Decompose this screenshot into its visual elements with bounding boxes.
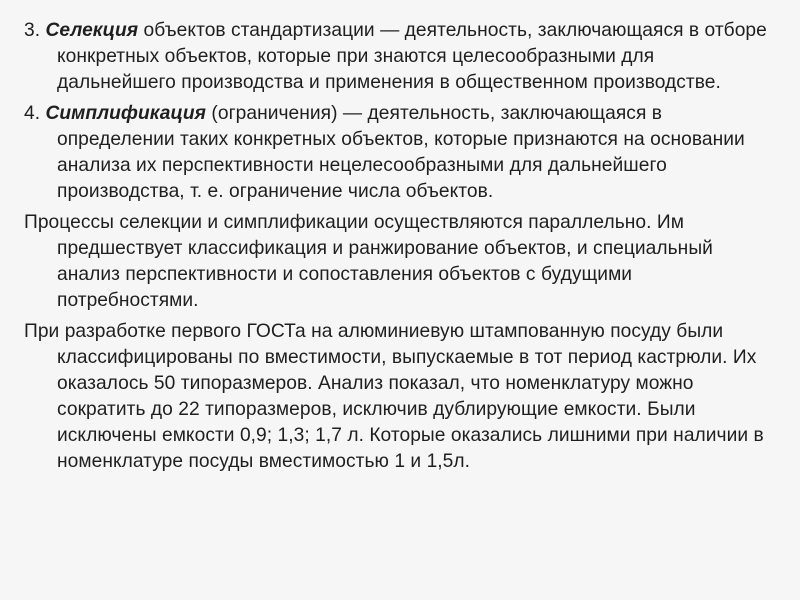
paragraph-text: (ограничения) — деятельность, заключающаяся в определении таких конкретных объектов, которые признаются на основании анализа их перспективности нецелесообразными для дальнейшего производства, т. е. ограничение числа объектов. — [57, 103, 745, 202]
term-simplification: Симплификация — [45, 103, 207, 124]
paragraph-simplification — [24, 101, 778, 205]
paragraph-number: 4. — [24, 103, 46, 124]
paragraph-selection — [24, 18, 778, 96]
paragraph-processes: Процессы селекции и симплификации осуществляются параллельно. Им предшествует классификация и ранжирование объектов, и специальный анализ перспективности и сопоставления объектов с будущими потребностями. — [24, 212, 713, 311]
paragraph-gost-example: При разработке первого ГОСТа на алюминиевую штампованную посуду были классифицированы по вместимости, выпускаемые в тот период кастрюли. Их оказалось 50 типоразмеров. Анализ показал, что номенклатуру можно сократить до 22 типоразмеров, исключив дублирующие емкости. Были исключены емкости 0,9; 1,3; 1,7 л. Которые оказались лишними при наличии в номенклатуре посуды вместимостью 1 и 1,5л. — [24, 321, 764, 472]
paragraph-text: объектов стандартизации — деятельность, заключающаяся в отборе конкретных объектов, которые при знаются целесообразными для дальнейшего производства и применения в общественном производстве. — [57, 20, 767, 93]
term-selection: Селекция — [45, 20, 139, 41]
paragraph-number: 3. — [24, 20, 46, 41]
